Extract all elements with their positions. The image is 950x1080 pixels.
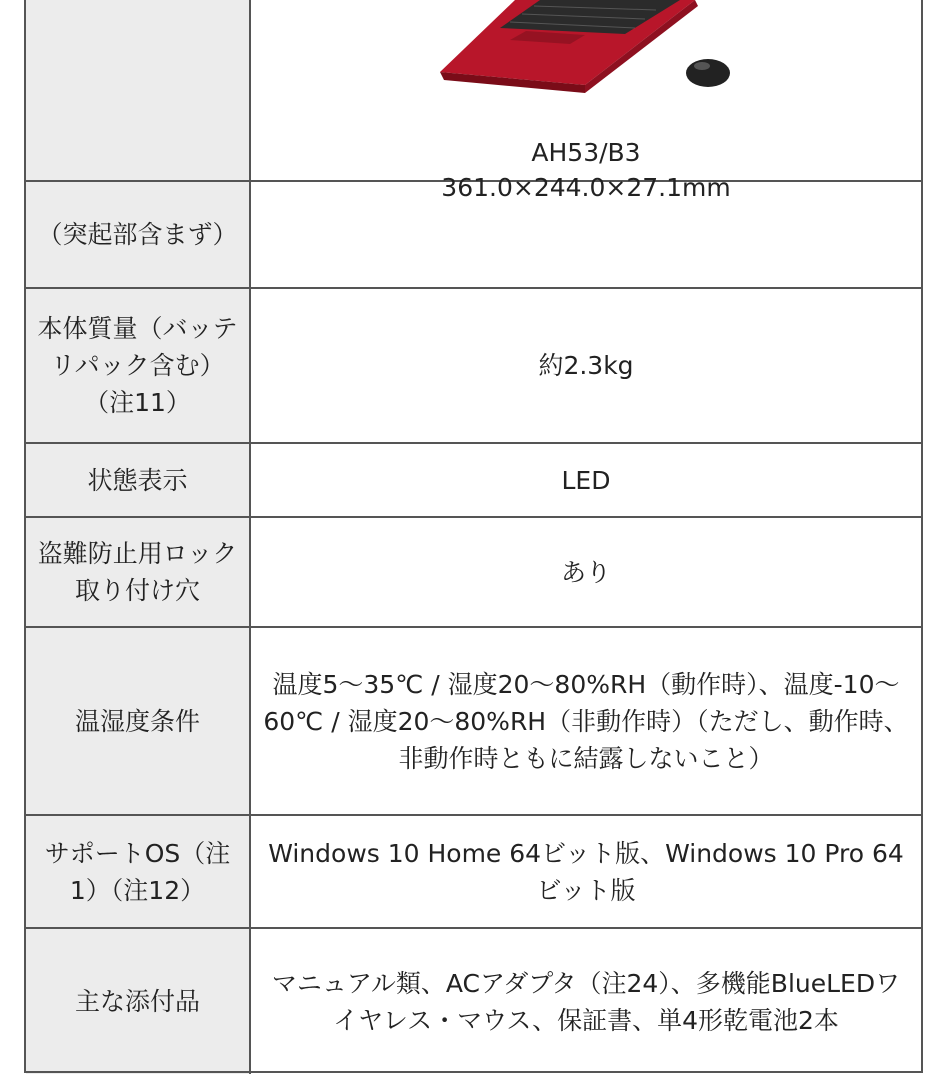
model-name: AH53/B3 bbox=[531, 137, 641, 167]
environment-value: 温度5〜35℃ / 湿度20〜80%RH（動作時）、温度-10〜60℃ / 湿度20〜80%RH（非動作時）（ただし、動作時、非動作時ともに結露しないこと） bbox=[263, 669, 909, 773]
product-image bbox=[440, 0, 740, 105]
lock-hole-value: あり bbox=[560, 557, 611, 587]
status-value: LED bbox=[561, 465, 611, 495]
status-label: 状態表示 bbox=[87, 465, 188, 495]
lock-hole-label: 盗難防止用ロック取り付け穴 bbox=[37, 539, 238, 605]
weight-value: 約2.3kg bbox=[538, 351, 634, 380]
os-label: サポートOS（注1）（注12） bbox=[44, 838, 231, 905]
dimensions-label: （突起部含まず） bbox=[37, 220, 238, 249]
accessories-value: マニュアル類、ACアダプタ（注24）、多機能BlueLEDワイヤレス・マウス、保証書、単4形乾電池2本 bbox=[271, 968, 901, 1035]
os-value: Windows 10 Home 64ビット版、Windows 10 Pro 64ビット版 bbox=[268, 838, 904, 905]
accessories-label: 主な添付品 bbox=[74, 987, 200, 1016]
weight-label: 本体質量（バッテリパック含む）（注11） bbox=[37, 314, 238, 417]
dimensions-value: 361.0×244.0×27.1mm bbox=[441, 173, 731, 202]
environment-label: 温湿度条件 bbox=[74, 706, 200, 736]
